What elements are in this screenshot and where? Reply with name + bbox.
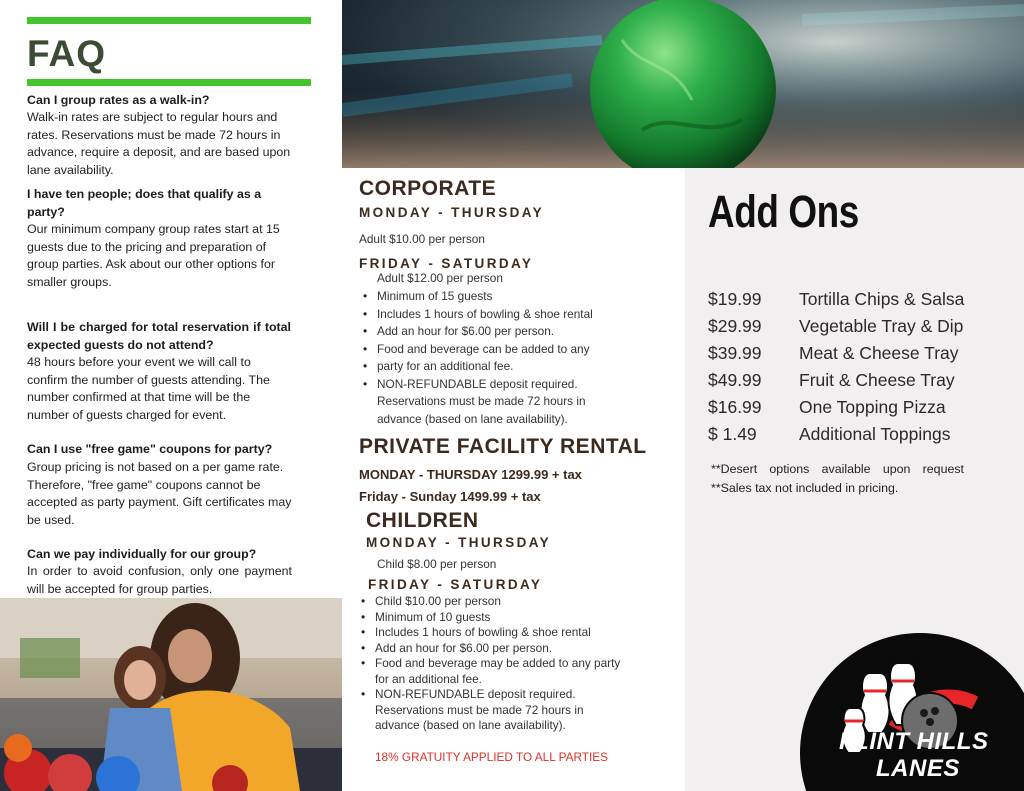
children-bullet: • Add an hour for $6.00 per person. bbox=[358, 641, 620, 657]
corporate-bullet-continued: advance (based on lane availability). bbox=[377, 411, 568, 426]
addon-name: Fruit & Cheese Tray bbox=[799, 370, 955, 390]
bowling-ball-photo bbox=[342, 0, 1024, 168]
corporate-bullet: • party for an additional fee. bbox=[360, 358, 593, 376]
logo-text-line1: FLINT HILLS bbox=[839, 728, 989, 755]
children-bullet: • Food and beverage may be added to any party bbox=[358, 656, 620, 672]
addon-price: $ 1.49 bbox=[708, 424, 757, 444]
addon-item bbox=[708, 316, 1008, 343]
kids-bowling-photo bbox=[0, 598, 342, 791]
faq-answer-5: In order to avoid confusion, only one payment will be accepted for group parties. bbox=[27, 564, 292, 596]
corporate-weekday-label: MONDAY - THURSDAY bbox=[359, 205, 545, 220]
children-weekday-label: MONDAY - THURSDAY bbox=[366, 535, 552, 550]
addon-name: Meat & Cheese Tray bbox=[799, 343, 959, 363]
children-bullet-list bbox=[358, 594, 620, 734]
children-bullet-continued: advance (based on lane availability). bbox=[375, 718, 566, 732]
children-bullet: • Includes 1 hours of bowling & shoe rental bbox=[358, 625, 620, 641]
addon-item bbox=[708, 370, 1008, 397]
faq-question-3: Will I be charged for total reservation if total expected guests do not attend? bbox=[27, 320, 291, 352]
addon-price: $49.99 bbox=[708, 370, 762, 390]
faq-title: FAQ bbox=[27, 33, 107, 74]
children-bullet-continued: for an additional fee. bbox=[375, 671, 482, 686]
corporate-bullet: • Food and beverage can be added to any bbox=[360, 341, 593, 359]
addons-title: Add Ons bbox=[708, 186, 859, 237]
bowling-ball-illustration bbox=[342, 0, 1024, 168]
faq-question-4: Can I use "free game" coupons for party? bbox=[27, 442, 273, 456]
addon-item bbox=[708, 397, 1008, 424]
addon-name: Additional Toppings bbox=[799, 424, 951, 444]
kids-bowling-illustration bbox=[0, 598, 342, 791]
faq-top-divider bbox=[27, 17, 311, 24]
corporate-weekend-label: FRIDAY - SATURDAY bbox=[359, 256, 534, 271]
addon-name: One Topping Pizza bbox=[799, 397, 946, 417]
corporate-weekend-price: Adult $12.00 per person bbox=[377, 271, 503, 285]
children-bullet: • Minimum of 10 guests bbox=[358, 610, 620, 626]
faq-question-5: Can we pay individually for our group? bbox=[27, 547, 257, 561]
corporate-bullet: • Includes 1 hours of bowling & shoe rental bbox=[360, 306, 593, 324]
children-bullet: • Child $10.00 per person bbox=[358, 594, 620, 610]
private-rental-weekday: MONDAY - THURSDAY 1299.99 + tax bbox=[359, 467, 582, 482]
addon-item bbox=[708, 289, 1008, 316]
faq-question-1: Can I group rates as a walk-in? bbox=[27, 93, 210, 107]
corporate-bullet-continued: Reservations must be made 72 hours in bbox=[377, 394, 586, 408]
logo-text-line2: LANES bbox=[876, 755, 960, 782]
addon-item bbox=[708, 343, 1008, 370]
addon-price: $29.99 bbox=[708, 316, 762, 336]
private-rental-weekend: Friday - Sunday 1499.99 + tax bbox=[359, 489, 541, 504]
private-rental-title: PRIVATE FACILITY RENTAL bbox=[359, 435, 647, 458]
children-bullet: • NON-REFUNDABLE deposit required. bbox=[358, 687, 620, 703]
addons-note: **Desert options available upon request **Sales tax not included in pricing. bbox=[711, 462, 964, 495]
corporate-bullet: • NON-REFUNDABLE deposit required. bbox=[360, 376, 593, 394]
children-bullet-continued: Reservations must be made 72 hours in bbox=[375, 702, 584, 717]
faq-bottom-divider bbox=[27, 79, 311, 86]
faq-question-2: I have ten people; does that qualify as a party? bbox=[27, 187, 262, 219]
faq-answer-1: Walk-in rates are subject to regular hours and rates. Reservations must be made 72 hours in advance, require a deposit, and are based upon lane availability. bbox=[27, 110, 291, 177]
addon-name: Vegetable Tray & Dip bbox=[799, 316, 964, 336]
faq-answer-4: Group pricing is not based on a per game rate. Therefore, "free game" coupons cannot be accepted as party payment. Gift certificates may be used. bbox=[27, 460, 292, 527]
children-title: CHILDREN bbox=[366, 509, 479, 532]
corporate-title: CORPORATE bbox=[359, 177, 497, 200]
addon-item bbox=[708, 424, 1008, 451]
addon-price: $16.99 bbox=[708, 397, 762, 417]
corporate-bullet-list bbox=[360, 288, 593, 428]
children-weekend-label: FRIDAY - SATURDAY bbox=[368, 577, 543, 592]
addon-price: $19.99 bbox=[708, 289, 762, 309]
corporate-bullet: • Minimum of 15 guests bbox=[360, 288, 593, 306]
corporate-weekday-price: Adult $10.00 per person bbox=[359, 232, 485, 246]
faq-answer-3: 48 hours before your event we will call to confirm the number of guests attending. The number confirmed at that time will be the number of guests charged for event. bbox=[27, 355, 270, 422]
gratuity-notice: 18% GRATUITY APPLIED TO ALL PARTIES bbox=[375, 750, 608, 764]
addon-price: $39.99 bbox=[708, 343, 762, 363]
faq-answer-2: Our minimum company group rates start at 15 guests due to the pricing and preparation of group parties. Ask about our other options for smaller groups. bbox=[27, 222, 280, 289]
addon-name: Tortilla Chips & Salsa bbox=[799, 289, 965, 309]
corporate-bullet: • Add an hour for $6.00 per person. bbox=[360, 323, 593, 341]
children-weekday-price: Child $8.00 per person bbox=[377, 557, 497, 571]
